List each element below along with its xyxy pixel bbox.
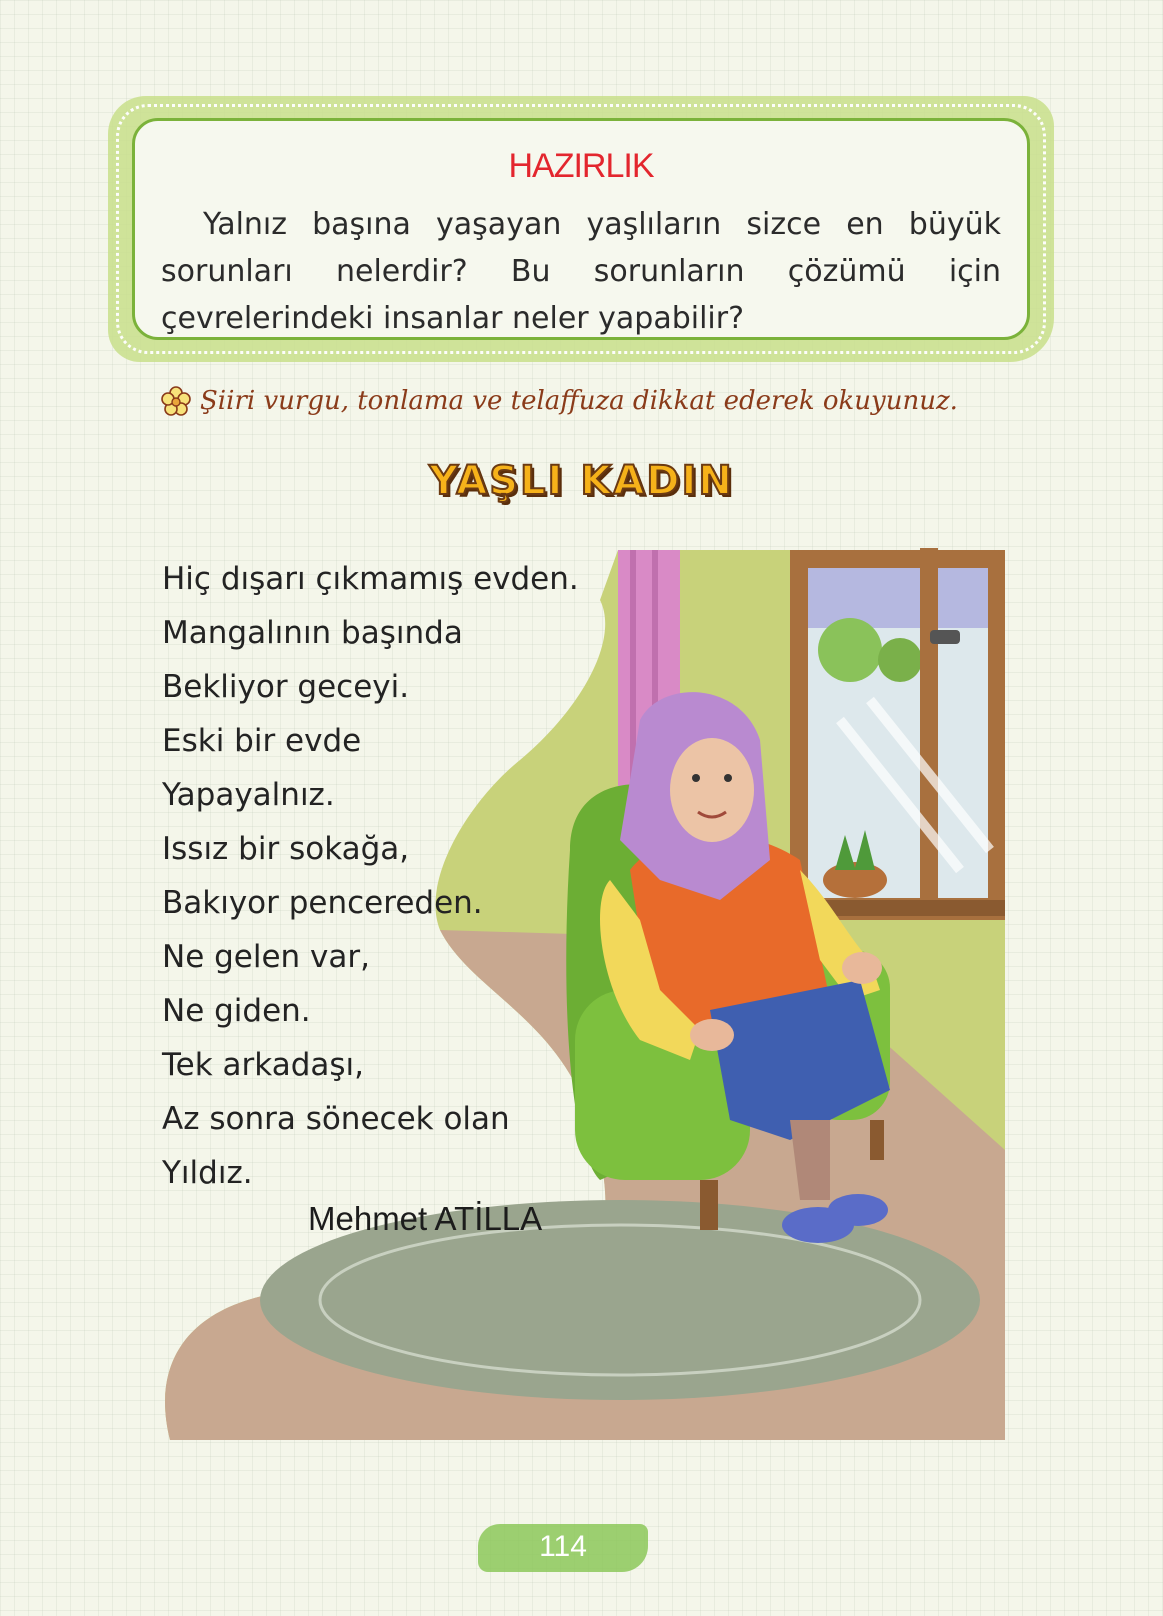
poem-line: Ne giden. — [162, 993, 311, 1029]
poem-line: Ne gelen var, — [162, 939, 370, 975]
poem-line: Issız bir sokağa, — [162, 831, 410, 867]
poem-line: Az sonra sönecek olan — [162, 1101, 510, 1137]
poem-line: Tek arkadaşı, — [162, 1047, 364, 1083]
poem-line: Hiç dışarı çıkmamış evden. — [162, 561, 579, 597]
poem-line: Bakıyor pencereden. — [162, 885, 483, 921]
poem-body — [162, 552, 579, 1200]
poem-line: Yapayalnız. — [162, 777, 335, 813]
preparation-box — [108, 96, 1054, 362]
page-number-badge — [478, 1518, 648, 1578]
instruction-text: Şiiri vurgu, tonlama ve telaffuza dikkat ederek okuyunuz. — [200, 386, 958, 416]
poem-line: Bekliyor geceyi. — [162, 669, 410, 705]
flower-icon — [160, 385, 192, 417]
preparation-title: HAZIRLIK — [508, 147, 654, 185]
poem-line: Mangalının başında — [162, 615, 463, 651]
preparation-panel — [132, 118, 1030, 340]
poem-line: Eski bir evde — [162, 723, 362, 759]
poem-line: Yıldız. — [162, 1155, 253, 1191]
page-number: 114 — [539, 1530, 587, 1563]
poem-title: YAŞLI KADIN — [429, 458, 734, 504]
preparation-question: Yalnız başına yaşayan yaşlıların sizce en büyük sorunları nelerdir? Bu sorunların çözümü için çevrelerindeki insanlar neler yapabilir? — [161, 207, 1001, 336]
poem-author: Mehmet ATİLLA — [308, 1200, 543, 1237]
reading-instruction — [160, 385, 958, 417]
